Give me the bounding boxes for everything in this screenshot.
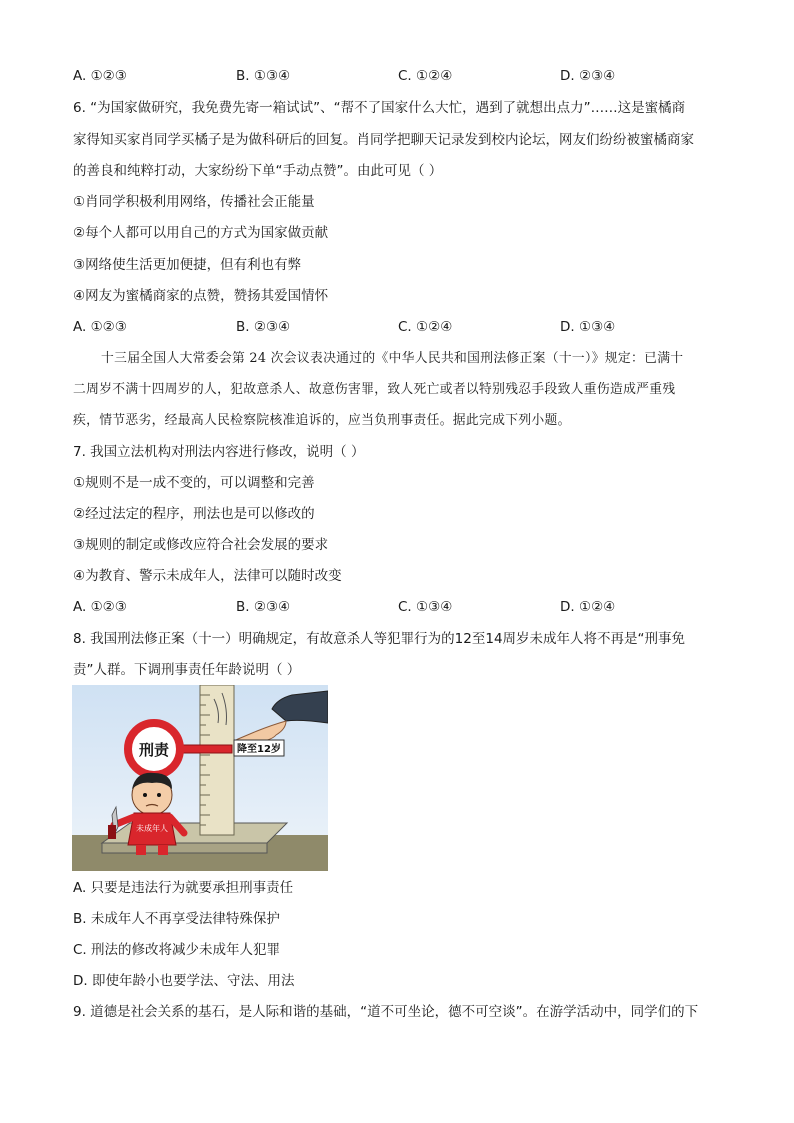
figure-shirt-text: 未成年人 xyxy=(136,824,168,833)
figure-child-leg xyxy=(158,845,168,855)
figure-platform-front xyxy=(102,843,267,853)
q7-option-c: C. ①③④ xyxy=(398,599,453,615)
q8-choice-a: A. 只要是违法行为就要承担刑事责任 xyxy=(73,880,294,896)
q6-option-c: C. ①②④ xyxy=(398,319,453,335)
q7-item-1: ①规则不是一成不变的，可以调整和完善 xyxy=(73,475,315,491)
q7-option-a: A. ①②③ xyxy=(73,599,127,615)
q9-stem: 9. 道德是社会关系的基石，是人际和谐的基础，“道不可坐论，德不可空谈”。在游学活动中，同学们的下 xyxy=(73,1004,699,1020)
q6-stem-line-2: 家得知买家肖同学买橘子是为做科研后的回复。肖同学把聊天记录发到校内论坛，网友们纷纷被蜜橘商家 xyxy=(73,132,694,148)
q6-option-a: A. ①②③ xyxy=(73,319,127,335)
figure-arrow-label: 降至12岁 xyxy=(237,744,281,755)
passage-line-1: 十三届全国人大常委会第 24 次会议表决通过的《中华人民共和国刑法修正案（十一）》规定：已满十 xyxy=(101,351,684,366)
passage-line-3: 疾，情节恶劣，经最高人民检察院核准追诉的，应当负刑事责任。据此完成下列小题。 xyxy=(73,413,571,428)
q7-item-3: ③规则的制定或修改应符合社会发展的要求 xyxy=(73,537,329,553)
q6-item-1: ①肖同学积极利用网络，传播社会正能量 xyxy=(73,194,315,210)
q5-options xyxy=(73,66,723,86)
q5-option-b: B. ①③④ xyxy=(236,68,291,84)
passage-line-2: 二周岁不满十四周岁的人，犯故意杀人、故意伤害罪，致人死亡或者以特别残忍手段致人重伤造成严重残 xyxy=(73,382,676,397)
q6-item-4: ④网友为蜜橘商家的点赞，赞扬其爱国情怀 xyxy=(73,288,329,304)
q8-choice-d: D. 即使年龄小也要学法、守法、用法 xyxy=(73,973,295,989)
q6-option-b: B. ②③④ xyxy=(236,319,291,335)
q5-option-d: D. ②③④ xyxy=(560,68,616,84)
figure-knife-handle xyxy=(108,825,116,839)
figure-sign-text: 刑责 xyxy=(138,741,170,759)
q7-options xyxy=(73,597,723,617)
q8-choice-c: C. 刑法的修改将减少未成年人犯罪 xyxy=(73,942,281,958)
q8-stem-line-1: 8. 我国刑法修正案（十一）明确规定，有故意杀人等犯罪行为的12至14周岁未成年人将不再是“刑事免 xyxy=(73,631,686,647)
figure-child-eye xyxy=(143,793,147,797)
q6-options xyxy=(73,317,723,337)
q5-option-a: A. ①②③ xyxy=(73,68,127,84)
q6-item-2: ②每个人都可以用自己的方式为国家做贡献 xyxy=(73,225,329,241)
q6-item-3: ③网络使生活更加便捷，但有利也有弊 xyxy=(73,257,302,273)
q8-cartoon-figure xyxy=(72,685,328,871)
q7-stem: 7. 我国立法机构对刑法内容进行修改，说明（ ） xyxy=(73,444,365,460)
q6-stem-line-1: 6. “为国家做研究，我免费先寄一箱试试”、“帮不了国家什么大忙，遇到了就想出点力”……这是蜜橘商 xyxy=(73,100,686,116)
figure-child-eye xyxy=(157,793,161,797)
q7-option-b: B. ②③④ xyxy=(236,599,291,615)
q8-stem-line-2: 责”人群。下调刑事责任年龄说明（ ） xyxy=(73,662,301,678)
q5-option-c: C. ①②④ xyxy=(398,68,453,84)
figure-child-leg xyxy=(136,845,146,855)
q6-option-d: D. ①③④ xyxy=(560,319,616,335)
q6-stem-line-3: 的善良和纯粹打动，大家纷纷下单“手动点赞”。由此可见（ ） xyxy=(73,163,443,179)
q8-choice-b: B. 未成年人不再享受法律特殊保护 xyxy=(73,911,280,927)
q7-item-4: ④为教育、警示未成年人，法律可以随时改变 xyxy=(73,568,342,584)
q7-option-d: D. ①②④ xyxy=(560,599,616,615)
cartoon-illustration xyxy=(72,685,328,871)
q7-item-2: ②经过法定的程序，刑法也是可以修改的 xyxy=(73,506,315,522)
